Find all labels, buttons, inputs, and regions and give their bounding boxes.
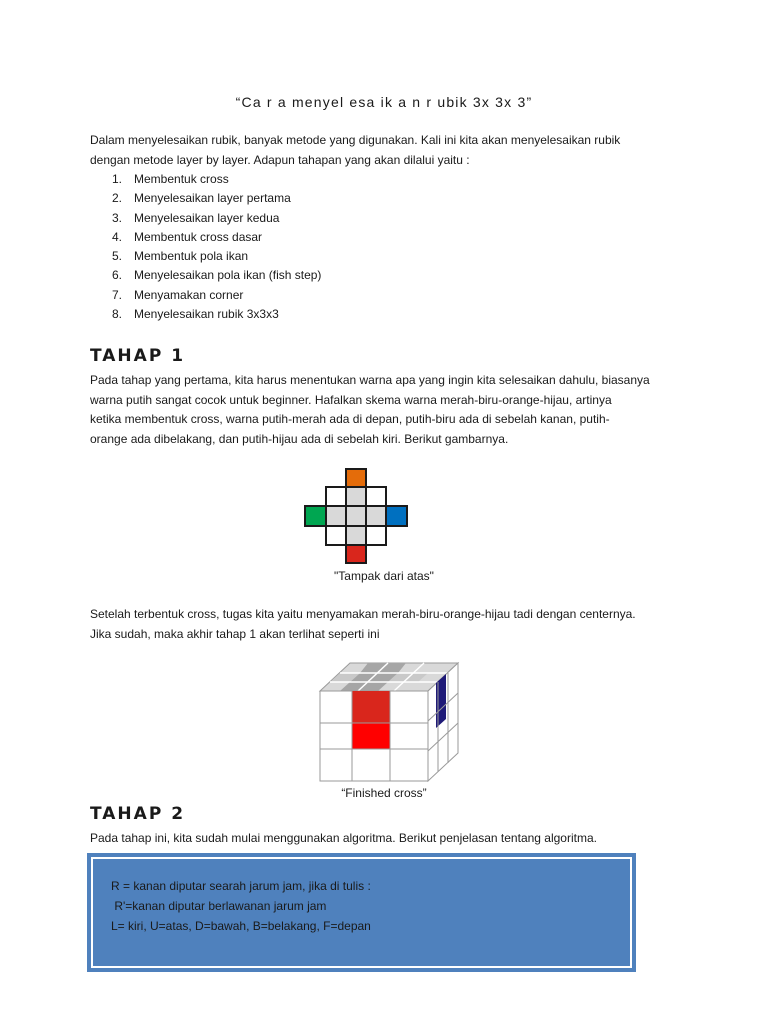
tahap-2-heading: TAHAP 2 [90, 804, 186, 824]
algorithm-line: R'=kanan diputar berlawanan jarum jam [111, 899, 327, 913]
step-number: 3. [112, 210, 123, 225]
cross-tile [326, 526, 346, 545]
step-text: Menyelesaikan rubik 3x3x3 [134, 307, 279, 322]
list-item [112, 209, 321, 228]
step-text: Menyelesaikan pola ikan (fish step) [134, 268, 322, 283]
cross-tile [366, 526, 386, 545]
tahap-1-paragraph [90, 371, 690, 449]
tahap-2-paragraph: Pada tahap ini, kita sudah mulai menggunakan algoritma. Berikut penjelasan tentang algoritma. [90, 831, 597, 845]
paragraph-line: warna putih sangat cocok untuk beginner. Hafalkan skema warna merah-biru-orange-hijau, artinya [90, 392, 612, 407]
algorithm-line: R = kanan diputar searah jarum jam, jika di tulis : [111, 879, 371, 893]
step-number: 4. [112, 229, 123, 244]
step-text: Membentuk pola ikan [134, 249, 249, 264]
intro-line: dengan metode layer by layer. Adapun tahapan yang akan dilalui yaitu : [90, 152, 470, 167]
paragraph-line: orange ada dibelakang, dan putih-hijau ada di sebelah kiri. Berikut gambarnya. [90, 431, 509, 446]
step-number: 7. [112, 287, 123, 302]
algorithm-box [87, 853, 636, 972]
cross-tile [326, 487, 346, 506]
list-item [112, 305, 321, 324]
cross-tile [366, 506, 386, 526]
step-number: 6. [112, 268, 123, 283]
cross-tile [346, 487, 366, 506]
tahap-1-heading: TAHAP 1 [90, 346, 186, 366]
cross-tile-center [346, 506, 366, 526]
cross-tile-orange [346, 469, 366, 487]
list-item [112, 247, 321, 266]
list-item [112, 228, 321, 247]
cross-caption: "Tampak dari atas" [334, 569, 434, 583]
step-number: 5. [112, 249, 123, 264]
cross-tile-red [346, 545, 366, 563]
cross-tile-green [305, 506, 326, 526]
cube-front-red-top [352, 691, 390, 723]
list-item [112, 266, 321, 285]
algorithm-line: L= kiri, U=atas, D=bawah, B=belakang, F=depan [111, 919, 371, 933]
cube-caption: “Finished cross” [341, 786, 427, 800]
list-item [112, 286, 321, 305]
cross-tile [366, 487, 386, 506]
step-text: Membentuk cross [134, 172, 229, 186]
cross-tile-blue [386, 506, 407, 526]
cross-diagram [302, 467, 410, 565]
cross-tile [346, 526, 366, 545]
after-cross-paragraph [90, 605, 690, 644]
step-text: Menyelesaikan layer pertama [134, 191, 291, 206]
paragraph-line: Jika sudah, maka akhir tahap 1 akan terlihat seperti ini [90, 626, 380, 641]
steps-list [112, 170, 321, 324]
intro-paragraph [90, 131, 690, 170]
step-text: Menyamakan corner [134, 287, 244, 302]
step-number: 2. [112, 191, 123, 206]
document-title: “Ca r a menyel esa ik a n r ubik 3x 3x 3” [235, 94, 533, 110]
paragraph-line: ketika membentuk cross, warna putih-merah ada di depan, putih-biru ada di sebelah kanan, putih- [90, 412, 610, 426]
cube-front-red-center [352, 723, 390, 749]
paragraph-line: Pada tahap yang pertama, kita harus menentukan warna apa yang ingin kita selesaikan dahulu, biasanya [90, 373, 650, 387]
algorithm-box-inner [91, 857, 632, 968]
step-text: Membentuk cross dasar [134, 229, 263, 244]
intro-line: Dalam menyelesaikan rubik, banyak metode yang digunakan. Kali ini kita akan menyelesaikan rubik [90, 133, 621, 147]
step-number: 1. [112, 172, 123, 186]
cross-tile [326, 506, 346, 526]
paragraph-line: Setelah terbentuk cross, tugas kita yaitu menyamakan merah-biru-orange-hijau tadi dengan centernya. [90, 607, 636, 621]
list-item [112, 170, 321, 189]
step-number: 8. [112, 307, 123, 322]
step-text: Menyelesaikan layer kedua [134, 210, 280, 225]
list-item [112, 189, 321, 208]
finished-cross-cube [316, 661, 462, 785]
